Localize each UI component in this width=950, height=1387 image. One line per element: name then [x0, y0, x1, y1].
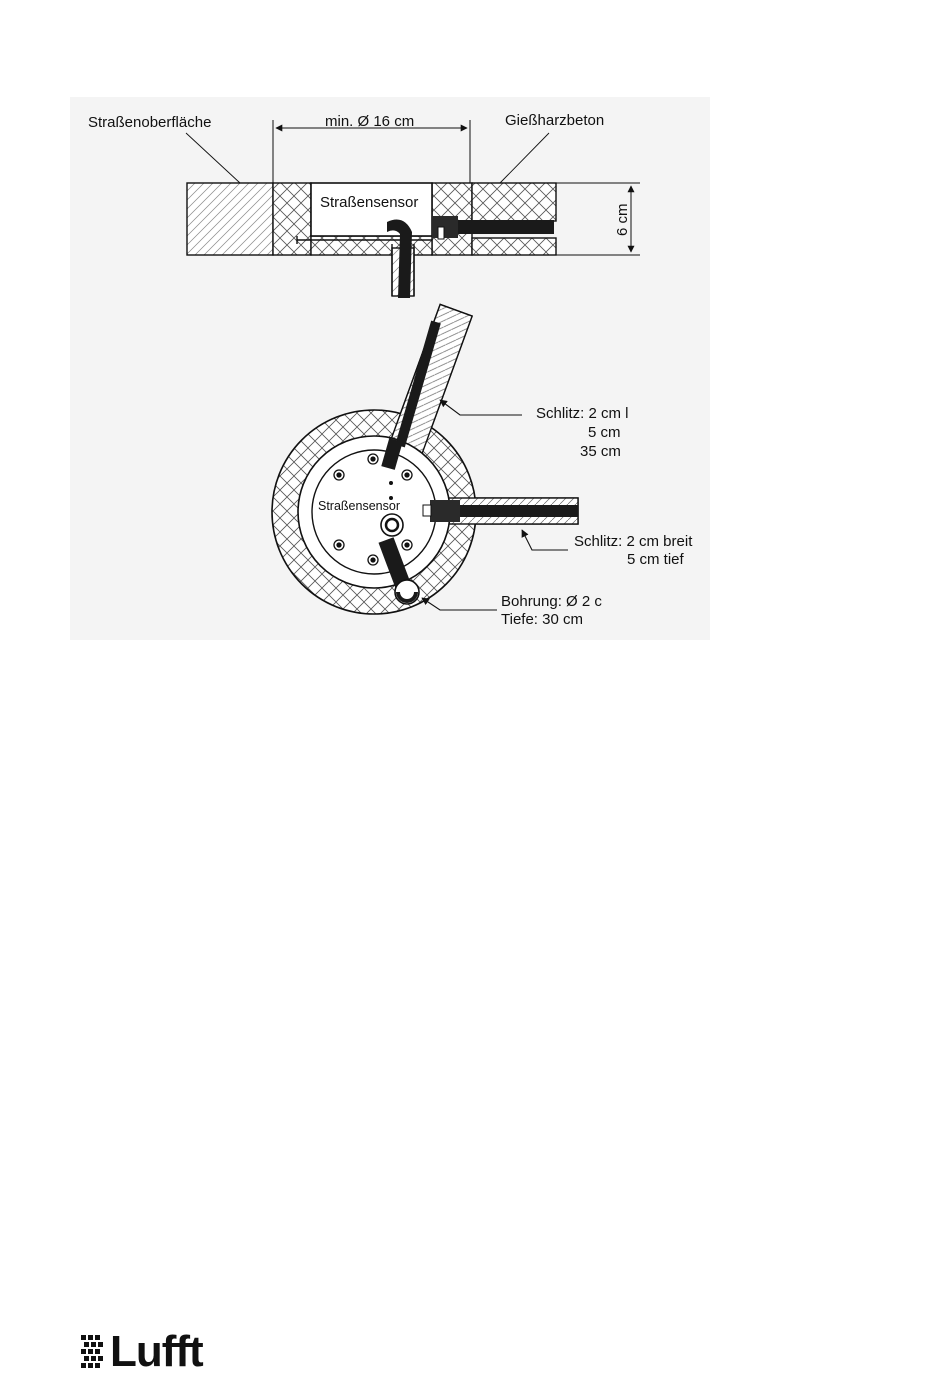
- slot1-line2: 5 cm: [588, 424, 621, 441]
- resin-right-bottom: [472, 238, 556, 255]
- bore-line1: Bohrung: Ø 2 c: [501, 593, 602, 610]
- sensor-label-section: Straßensensor: [320, 194, 419, 211]
- min-diameter-label: min. Ø 16 cm: [325, 113, 415, 130]
- resin-label: Gießharzbeton: [505, 112, 605, 129]
- resin-left: [273, 183, 311, 255]
- lufft-logo-icon: [80, 1334, 108, 1370]
- lufft-logo-text: Lufft: [110, 1327, 203, 1376]
- lufft-logo: [80, 1327, 203, 1376]
- slot1-line1: Schlitz: 2 cm l: [536, 405, 629, 422]
- slot1-line3: 35 cm: [580, 443, 621, 460]
- slot2-line1: Schlitz: 2 cm breit: [574, 533, 693, 550]
- bore-line2: Tiefe: 30 cm: [501, 611, 583, 628]
- resin-right-top: [472, 183, 556, 221]
- depth-label: 6 cm: [614, 203, 631, 236]
- sensor-label-plan: Straßensensor: [318, 499, 400, 513]
- road-surface-label: Straßenoberfläche: [88, 114, 212, 131]
- road-surface-block: [187, 183, 273, 255]
- slot2-line2: 5 cm tief: [627, 551, 684, 568]
